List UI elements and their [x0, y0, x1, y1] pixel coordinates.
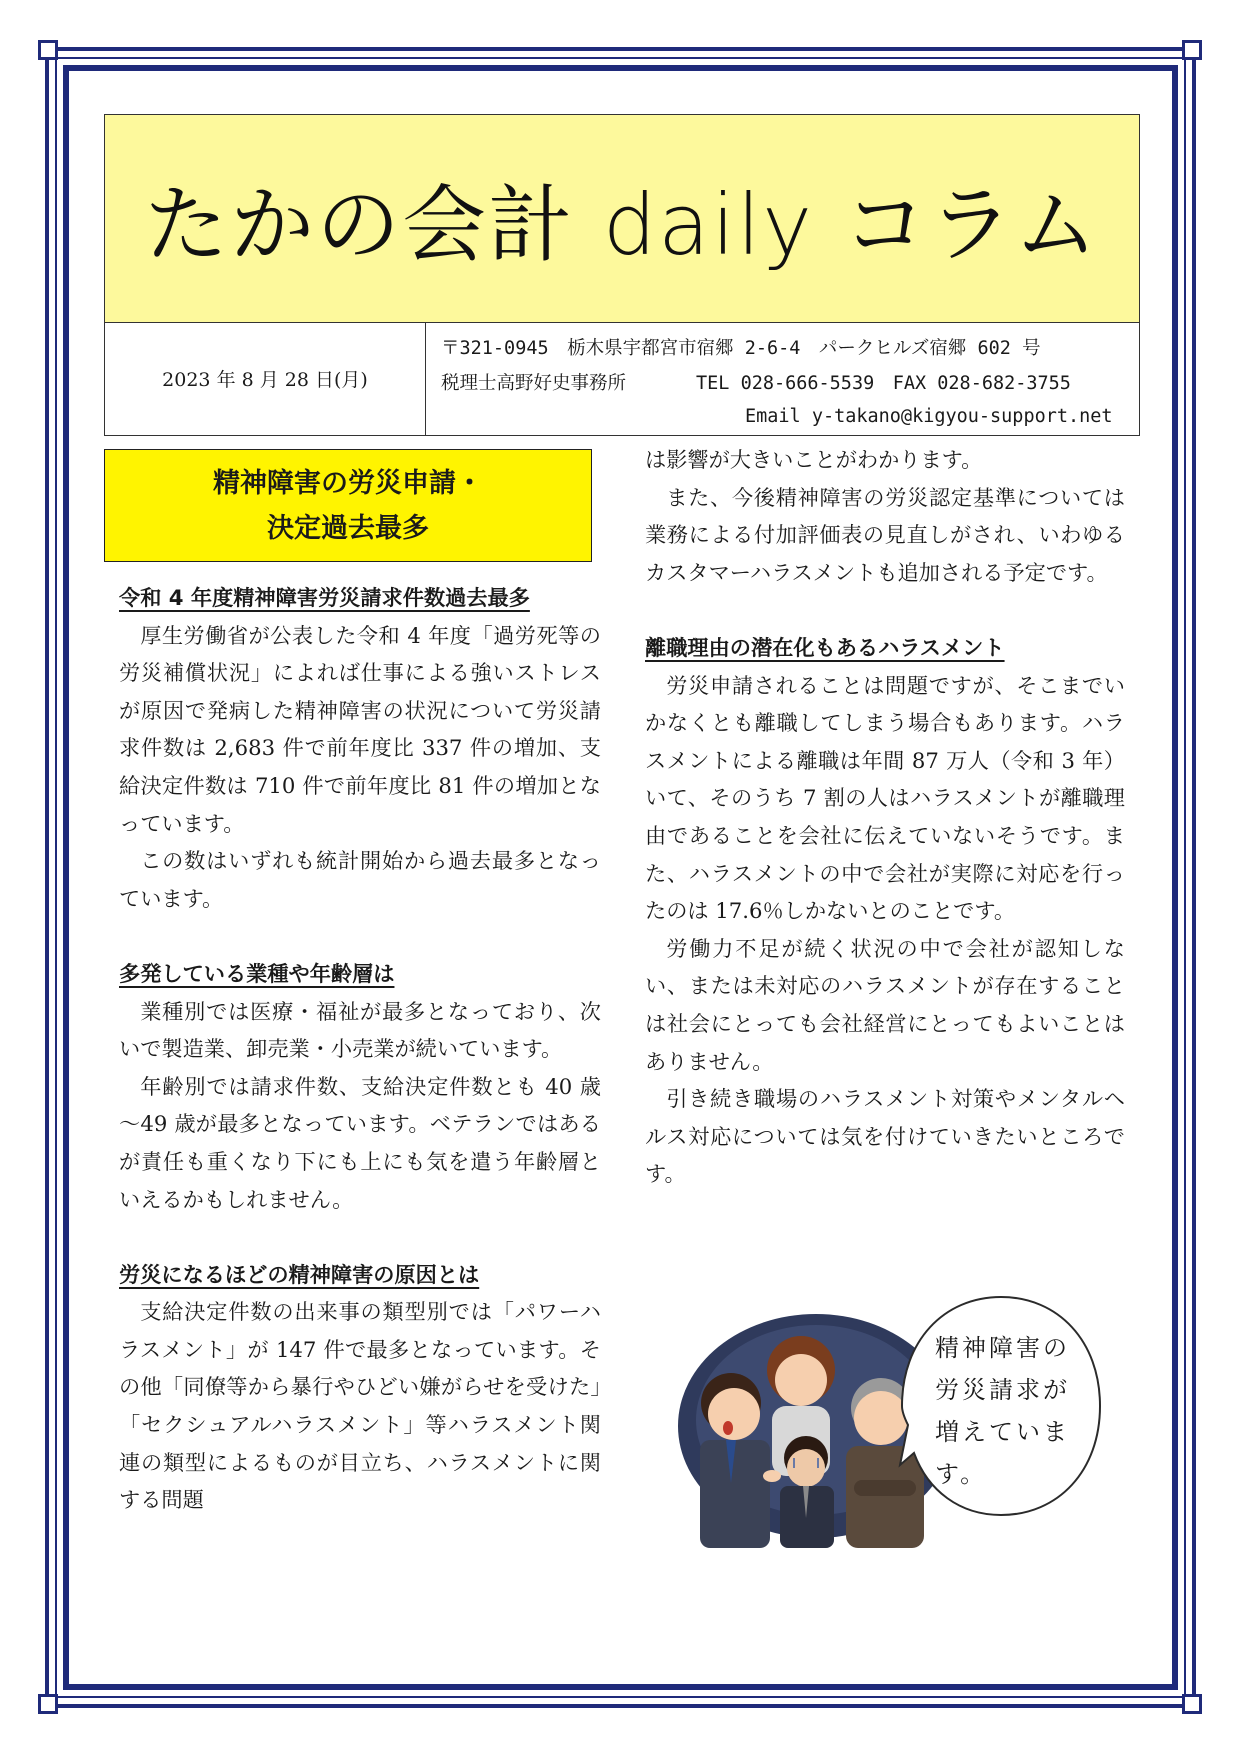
paragraph: 厚生労働省が公表した令和 4 年度「過労死等の労災補償状況」によれば仕事による強いストレスが原因で発病した精神障害の状況について労災請求件数は 2,683 件で前年度比 337 件の増加、支給決定件数は 710 件で前年度比 81 件の増加となっています。 [119, 622, 601, 836]
newsletter-title: たかの会計 daily コラム [144, 176, 1100, 274]
border-corner-ornament [1182, 40, 1202, 60]
speech-bubble-text [935, 1327, 1085, 1495]
paragraph: 支給決定件数の出来事の類型別では「パワーハラスメント」が 147 件で最多となっています。その他「同僚等から暴行やひどい嫌がらせを受けた」「セクシュアルハラスメント」等ハラスメント関連の類型によるものが目立ち、ハラスメントに関する問題 [119, 1299, 601, 1513]
paragraph: 引き続き職場のハラスメント対策やメンタルヘルス対応については気を付けていきたいところです。 [645, 1086, 1125, 1187]
bubble-line: 労災請求が [935, 1376, 1070, 1404]
paragraph: 年齢別では請求件数、支給決定件数とも 40 歳～49 歳が最多となっています。ベテランではあるが責任も重くなり下にも上にも気を遣う年齢層といえるかもしれません。 [119, 1073, 601, 1212]
section-heading: 労災になるほどの精神障害の原因とは [119, 1261, 480, 1287]
title-banner [105, 115, 1139, 323]
article-headline [104, 449, 592, 562]
contact-info [427, 322, 1139, 435]
paragraph: 労災申請されることは問題ですが、そこまでいかなくとも離職してしまう場合もあります。ハラスメントによる離職は年間 87 万人（令和 3 年）いて、そのうち 7 割の人はハラスメントが離職理由であることを会社に伝えていないそうです。また、ハラスメントの中で会社が実際に対応を行ったのは 17.6％しかないとのことです。 [645, 672, 1125, 924]
office-name-and-phone [441, 369, 1071, 395]
border-corner-ornament [1182, 1694, 1202, 1714]
left-column [119, 579, 601, 1519]
border-corner-ornament [38, 40, 58, 60]
paragraph: また、今後精神障害の労災認定基準については業務による付加評価表の見直しがされ、いわゆるカスタマーハラスメントも追加される予定です。 [645, 484, 1125, 585]
right-column [645, 441, 1125, 1193]
section-heading: 離職理由の潜在化もあるハラスメント [645, 634, 1005, 660]
paragraph: 業種別では医療・福祉が最多となっており、次いで製造業、卸売業・小売業が続いています。 [119, 998, 601, 1062]
headline-line-2: 決定過去最多 [267, 512, 429, 544]
border-corner-ornament [38, 1694, 58, 1714]
bubble-line: 増えていま [935, 1418, 1070, 1446]
issue-date: 2023 年 8 月 28 日(月) [105, 322, 426, 435]
masthead [104, 114, 1140, 436]
office-name: 税理士高野好史事務所 [441, 373, 627, 394]
paragraph: 労働力不足が続く状況の中で会社が認知しない、または未対応のハラスメントが存在することは社会にとっても会社経営にとってもよいことはありません。 [645, 935, 1125, 1074]
section-heading: 令和 4 年度精神障害労災請求件数過去最多 [119, 585, 530, 610]
section-heading: 多発している業種や年齢層は [119, 960, 395, 986]
office-email: Email y-takano@kigyou-support.net [745, 406, 1113, 427]
bubble-line: 精神障害の [935, 1334, 1070, 1362]
bubble-line: す。 [935, 1460, 988, 1488]
paragraph: この数はいずれも統計開始から過去最多となっています。 [119, 848, 601, 911]
paragraph-continued: は影響が大きいことがわかります。 [645, 447, 983, 472]
office-address: 〒321-0945 栃木県宇都宮市宿郷 2-6-4 パークヒルズ宿郷 602 号 [441, 338, 1041, 359]
phone-fax: TEL 028-666-5539 FAX 028-682-3755 [696, 373, 1071, 394]
headline-line-1: 精神障害の労災申請・ [213, 467, 483, 499]
